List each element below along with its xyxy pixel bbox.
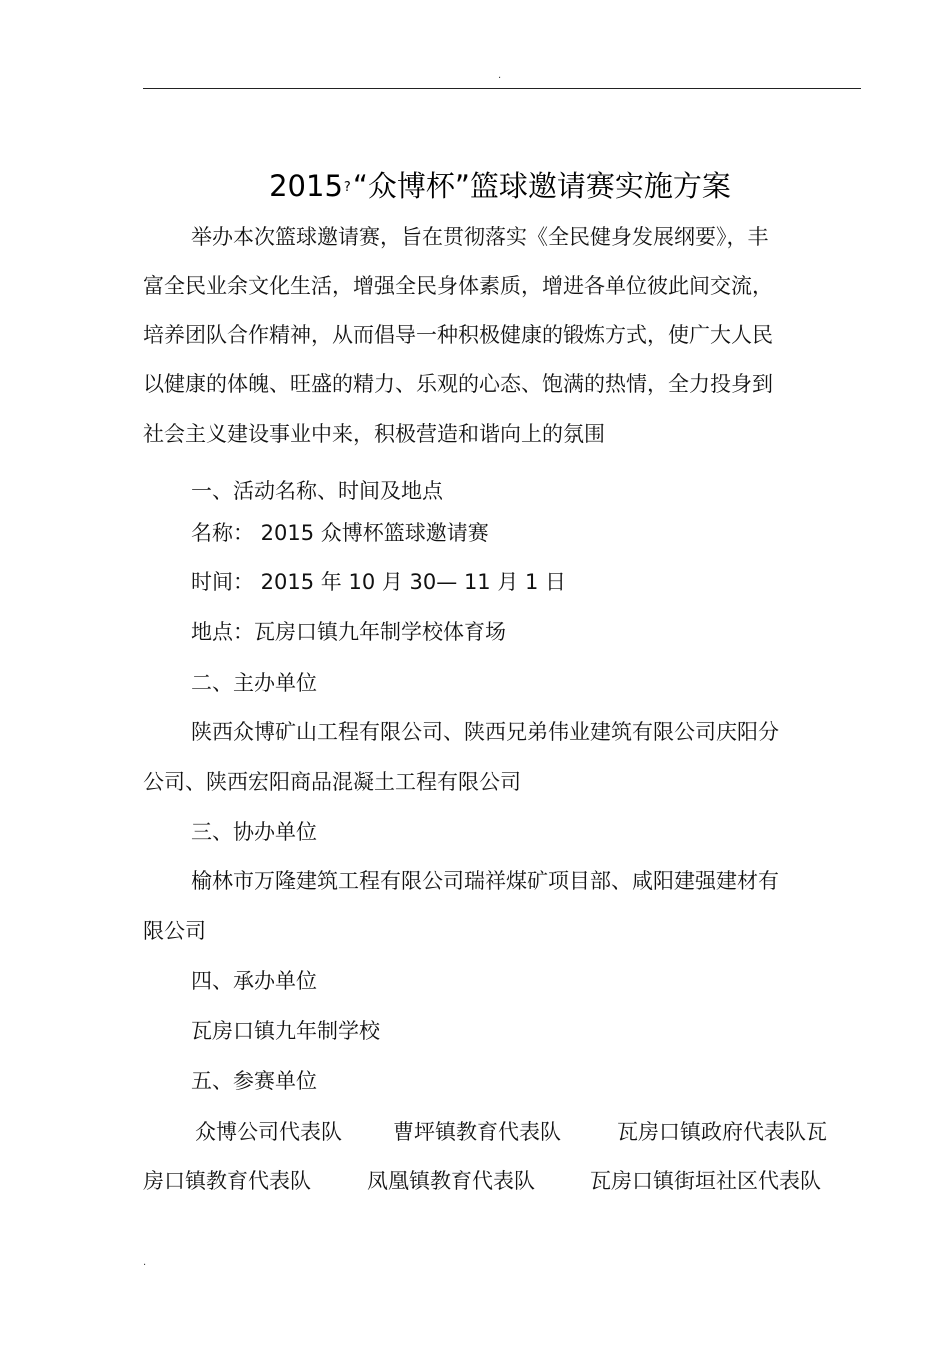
section-heading: 三、协办单位: [191, 820, 317, 844]
section-heading: 四、承办单位: [191, 969, 317, 993]
undertaker-line: 瓦房口镇九年制学校: [191, 1019, 380, 1043]
intro-line: 培养团队合作精神，从而倡导一种积极健康的锻炼方式，使广大人民: [143, 323, 773, 347]
footer-dot: .: [143, 1257, 147, 1268]
intro-line: 举办本次篮球邀请赛，旨在贯彻落实《全民健身发展纲要》，丰: [191, 225, 769, 249]
event-place-line: 地点：瓦房口镇九年制学校体育场: [191, 620, 506, 644]
header-dot: ·: [498, 73, 502, 84]
participant-team: 瓦房口镇政府代表队瓦: [617, 1120, 827, 1144]
title-year: 2015: [269, 169, 343, 203]
intro-line: 社会主义建设事业中来，积极营造和谐向上的氛围: [143, 422, 605, 446]
participant-team: 凤凰镇教育代表队: [367, 1169, 535, 1193]
event-name-line: 名称： 2015 众博杯篮球邀请赛: [191, 521, 489, 545]
participant-team: 房口镇教育代表队: [143, 1169, 311, 1193]
participant-team: 瓦房口镇街垣社区代表队: [590, 1169, 821, 1193]
header-rule: [143, 88, 861, 89]
title-main: “众博杯”篮球邀请赛实施方案: [352, 169, 731, 203]
section-heading: 五、参赛单位: [191, 1069, 317, 1093]
section-heading: 二、主办单位: [191, 671, 317, 695]
document-title: [25, 166, 950, 208]
co-organizer-line: 榆林市万隆建筑工程有限公司瑞祥煤矿项目部、咸阳建强建材有: [191, 869, 779, 893]
participant-team: 曹坪镇教育代表队: [393, 1120, 561, 1144]
organizer-line: 公司、陕西宏阳商品混凝土工程有限公司: [143, 770, 521, 794]
organizer-line: 陕西众博矿山工程有限公司、陕西兄弟伟业建筑有限公司庆阳分: [191, 720, 779, 744]
intro-line: 富全民业余文化生活，增强全民身体素质，增进各单位彼此间交流，: [143, 274, 773, 298]
intro-line: 以健康的体魄、旺盛的精力、乐观的心态、饱满的热情，全力投身到: [143, 372, 773, 396]
event-time-line: 时间： 2015 年 10 月 30— 11 月 1 日: [191, 570, 567, 594]
title-separator: ?: [343, 180, 351, 195]
co-organizer-line: 限公司: [143, 919, 206, 943]
section-heading: 一、活动名称、时间及地点: [191, 479, 443, 503]
participant-team: 众博公司代表队: [195, 1120, 342, 1144]
